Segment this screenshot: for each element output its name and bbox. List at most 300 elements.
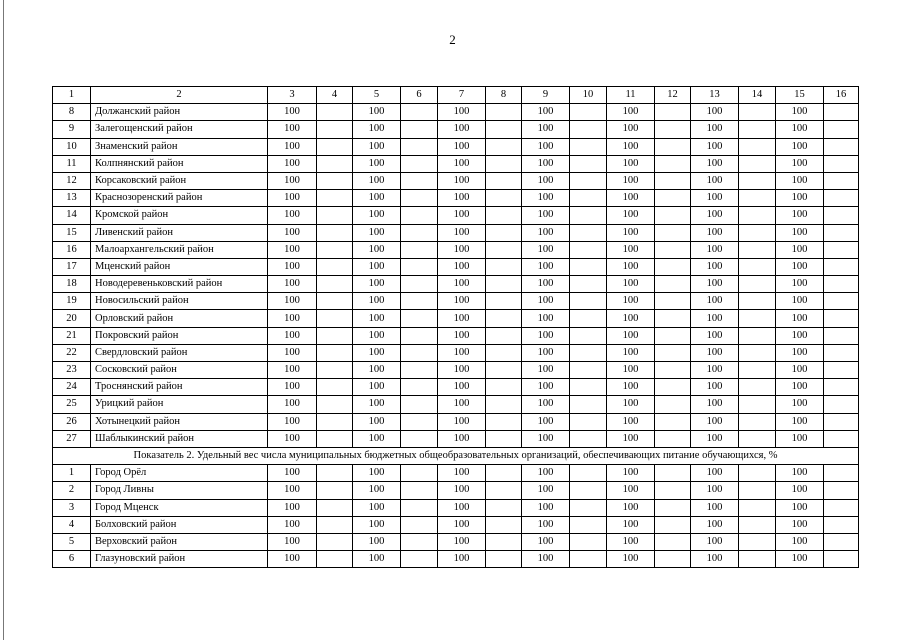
table-row <box>53 344 859 361</box>
value-cell: 100 <box>353 413 401 430</box>
value-cell <box>739 121 776 138</box>
value-cell: 100 <box>776 172 824 189</box>
value-cell: 100 <box>438 172 486 189</box>
value-cell <box>655 499 691 516</box>
value-cell: 100 <box>268 310 317 327</box>
value-cell: 100 <box>268 516 317 533</box>
value-cell <box>739 499 776 516</box>
value-cell: 100 <box>438 327 486 344</box>
value-cell: 100 <box>776 516 824 533</box>
value-cell: 100 <box>607 327 655 344</box>
value-cell <box>739 413 776 430</box>
value-cell <box>655 138 691 155</box>
value-cell <box>570 413 607 430</box>
value-cell: 100 <box>438 499 486 516</box>
table-row <box>53 121 859 138</box>
value-cell: 100 <box>691 258 739 275</box>
value-cell: 100 <box>607 362 655 379</box>
value-cell: 100 <box>522 258 570 275</box>
value-cell <box>401 190 438 207</box>
value-cell <box>317 293 353 310</box>
value-cell: 100 <box>691 551 739 568</box>
value-cell <box>317 465 353 482</box>
value-cell <box>570 499 607 516</box>
value-cell: 100 <box>268 172 317 189</box>
value-cell <box>486 482 522 499</box>
value-cell: 100 <box>776 344 824 361</box>
value-cell: 100 <box>607 516 655 533</box>
value-cell <box>401 172 438 189</box>
value-cell: 100 <box>353 327 401 344</box>
value-cell: 100 <box>268 499 317 516</box>
value-cell <box>317 241 353 258</box>
value-cell: 100 <box>522 310 570 327</box>
value-cell <box>401 155 438 172</box>
value-cell <box>655 190 691 207</box>
value-cell <box>401 241 438 258</box>
value-cell <box>655 344 691 361</box>
column-header: 9 <box>522 87 570 104</box>
district-name: Новосильский район <box>91 293 268 310</box>
row-number: 19 <box>53 293 91 310</box>
value-cell <box>739 482 776 499</box>
value-cell: 100 <box>522 138 570 155</box>
value-cell: 100 <box>607 465 655 482</box>
value-cell: 100 <box>268 396 317 413</box>
value-cell <box>570 207 607 224</box>
district-name: Мценский район <box>91 258 268 275</box>
row-number: 17 <box>53 258 91 275</box>
value-cell: 100 <box>353 241 401 258</box>
value-cell: 100 <box>776 258 824 275</box>
table-row <box>53 293 859 310</box>
value-cell <box>486 551 522 568</box>
value-cell: 100 <box>691 121 739 138</box>
value-cell <box>824 396 859 413</box>
row-number: 23 <box>53 362 91 379</box>
value-cell: 100 <box>353 465 401 482</box>
column-header: 7 <box>438 87 486 104</box>
value-cell <box>570 327 607 344</box>
value-cell: 100 <box>522 276 570 293</box>
value-cell: 100 <box>776 155 824 172</box>
value-cell <box>486 413 522 430</box>
value-cell: 100 <box>353 258 401 275</box>
value-cell <box>570 155 607 172</box>
value-cell <box>824 499 859 516</box>
value-cell: 100 <box>691 207 739 224</box>
value-cell <box>570 224 607 241</box>
value-cell: 100 <box>522 551 570 568</box>
value-cell: 100 <box>776 241 824 258</box>
value-cell <box>739 276 776 293</box>
value-cell: 100 <box>522 396 570 413</box>
district-name: Должанский район <box>91 104 268 121</box>
value-cell: 100 <box>353 533 401 550</box>
value-cell <box>317 551 353 568</box>
value-cell: 100 <box>776 276 824 293</box>
value-cell: 100 <box>776 413 824 430</box>
value-cell <box>739 104 776 121</box>
column-header: 15 <box>776 87 824 104</box>
value-cell <box>317 258 353 275</box>
value-cell: 100 <box>607 310 655 327</box>
district-name: Город Ливны <box>91 482 268 499</box>
value-cell: 100 <box>438 276 486 293</box>
table-row <box>53 258 859 275</box>
value-cell <box>655 155 691 172</box>
table-row <box>53 155 859 172</box>
value-cell <box>486 241 522 258</box>
district-name: Город Орёл <box>91 465 268 482</box>
district-name: Корсаковский район <box>91 172 268 189</box>
value-cell <box>570 379 607 396</box>
value-cell: 100 <box>776 482 824 499</box>
value-cell <box>570 121 607 138</box>
value-cell: 100 <box>268 155 317 172</box>
value-cell: 100 <box>776 104 824 121</box>
value-cell <box>401 258 438 275</box>
value-cell: 100 <box>691 138 739 155</box>
value-cell <box>739 155 776 172</box>
value-cell: 100 <box>438 293 486 310</box>
value-cell <box>486 396 522 413</box>
value-cell <box>824 327 859 344</box>
value-cell: 100 <box>522 413 570 430</box>
value-cell: 100 <box>691 293 739 310</box>
value-cell: 100 <box>522 155 570 172</box>
value-cell: 100 <box>353 293 401 310</box>
value-cell <box>570 465 607 482</box>
value-cell <box>401 310 438 327</box>
column-header: 14 <box>739 87 776 104</box>
value-cell <box>739 207 776 224</box>
value-cell: 100 <box>438 396 486 413</box>
value-cell <box>317 516 353 533</box>
row-number: 11 <box>53 155 91 172</box>
value-cell <box>739 224 776 241</box>
column-header: 6 <box>401 87 438 104</box>
value-cell: 100 <box>522 344 570 361</box>
value-cell: 100 <box>691 344 739 361</box>
column-header: 12 <box>655 87 691 104</box>
value-cell: 100 <box>268 104 317 121</box>
value-cell: 100 <box>268 551 317 568</box>
column-header: 13 <box>691 87 739 104</box>
table-row <box>53 224 859 241</box>
value-cell: 100 <box>353 362 401 379</box>
value-cell <box>570 344 607 361</box>
value-cell <box>317 482 353 499</box>
value-cell: 100 <box>438 155 486 172</box>
value-cell <box>655 121 691 138</box>
value-cell: 100 <box>268 379 317 396</box>
value-cell <box>739 362 776 379</box>
value-cell <box>401 344 438 361</box>
value-cell: 100 <box>353 172 401 189</box>
value-cell <box>486 104 522 121</box>
row-number: 10 <box>53 138 91 155</box>
row-number: 12 <box>53 172 91 189</box>
table-row <box>53 499 859 516</box>
value-cell <box>739 430 776 447</box>
value-cell <box>317 104 353 121</box>
district-name: Троснянский район <box>91 379 268 396</box>
value-cell <box>317 344 353 361</box>
value-cell <box>739 379 776 396</box>
value-cell: 100 <box>268 258 317 275</box>
value-cell: 100 <box>607 293 655 310</box>
value-cell: 100 <box>522 207 570 224</box>
table-row <box>53 362 859 379</box>
value-cell: 100 <box>353 430 401 447</box>
table-row <box>53 172 859 189</box>
value-cell <box>655 224 691 241</box>
value-cell: 100 <box>776 551 824 568</box>
value-cell <box>401 430 438 447</box>
value-cell: 100 <box>607 121 655 138</box>
value-cell <box>486 430 522 447</box>
value-cell <box>824 413 859 430</box>
district-name: Хотынецкий район <box>91 413 268 430</box>
district-name: Ливенский район <box>91 224 268 241</box>
value-cell: 100 <box>438 121 486 138</box>
value-cell: 100 <box>691 172 739 189</box>
page-margin-line <box>3 0 4 640</box>
value-cell <box>486 344 522 361</box>
value-cell <box>401 293 438 310</box>
value-cell <box>655 516 691 533</box>
value-cell: 100 <box>691 413 739 430</box>
value-cell <box>570 258 607 275</box>
value-cell: 100 <box>607 224 655 241</box>
value-cell <box>824 482 859 499</box>
value-cell <box>401 379 438 396</box>
value-cell <box>486 276 522 293</box>
value-cell <box>570 482 607 499</box>
value-cell: 100 <box>691 310 739 327</box>
value-cell: 100 <box>607 430 655 447</box>
district-name: Кромской район <box>91 207 268 224</box>
value-cell <box>486 362 522 379</box>
value-cell: 100 <box>353 155 401 172</box>
value-cell <box>317 276 353 293</box>
row-number: 5 <box>53 533 91 550</box>
value-cell: 100 <box>607 413 655 430</box>
value-cell: 100 <box>776 293 824 310</box>
value-cell <box>739 190 776 207</box>
value-cell <box>570 551 607 568</box>
value-cell: 100 <box>691 379 739 396</box>
value-cell: 100 <box>522 327 570 344</box>
value-cell: 100 <box>776 465 824 482</box>
row-number: 26 <box>53 413 91 430</box>
value-cell <box>317 499 353 516</box>
value-cell <box>739 465 776 482</box>
value-cell: 100 <box>691 430 739 447</box>
value-cell: 100 <box>438 465 486 482</box>
value-cell: 100 <box>691 482 739 499</box>
value-cell <box>824 362 859 379</box>
table-row <box>53 551 859 568</box>
value-cell: 100 <box>438 430 486 447</box>
page-number: 2 <box>449 32 456 47</box>
value-cell <box>655 310 691 327</box>
district-name: Верховский район <box>91 533 268 550</box>
column-header: 11 <box>607 87 655 104</box>
value-cell: 100 <box>607 190 655 207</box>
value-cell: 100 <box>776 138 824 155</box>
value-cell <box>570 310 607 327</box>
column-header: 5 <box>353 87 401 104</box>
district-name: Знаменский район <box>91 138 268 155</box>
value-cell <box>824 276 859 293</box>
district-name: Болховский район <box>91 516 268 533</box>
value-cell <box>655 551 691 568</box>
value-cell: 100 <box>607 344 655 361</box>
value-cell <box>317 327 353 344</box>
value-cell: 100 <box>438 310 486 327</box>
value-cell <box>401 516 438 533</box>
value-cell: 100 <box>776 327 824 344</box>
district-name: Шаблыкинский район <box>91 430 268 447</box>
value-cell: 100 <box>691 465 739 482</box>
row-number: 9 <box>53 121 91 138</box>
table-row <box>53 533 859 550</box>
value-cell <box>655 533 691 550</box>
value-cell: 100 <box>607 172 655 189</box>
value-cell: 100 <box>776 396 824 413</box>
value-cell: 100 <box>353 379 401 396</box>
district-name: Урицкий район <box>91 396 268 413</box>
value-cell <box>824 241 859 258</box>
value-cell: 100 <box>607 276 655 293</box>
value-cell: 100 <box>522 362 570 379</box>
value-cell: 100 <box>438 533 486 550</box>
value-cell: 100 <box>438 241 486 258</box>
value-cell <box>739 310 776 327</box>
value-cell <box>824 155 859 172</box>
value-cell <box>401 465 438 482</box>
row-number: 4 <box>53 516 91 533</box>
table-row <box>53 413 859 430</box>
value-cell <box>570 172 607 189</box>
table-row <box>53 241 859 258</box>
value-cell <box>739 551 776 568</box>
column-header: 2 <box>91 87 268 104</box>
value-cell <box>401 207 438 224</box>
section-title: Показатель 2. Удельный вес числа муниципальных бюджетных общеобразовательных организаций, обеспечивающих питание обучающихся, % <box>53 447 859 464</box>
value-cell <box>486 293 522 310</box>
row-number: 20 <box>53 310 91 327</box>
value-cell <box>317 190 353 207</box>
value-cell: 100 <box>522 465 570 482</box>
value-cell <box>317 533 353 550</box>
value-cell <box>824 207 859 224</box>
value-cell <box>655 327 691 344</box>
value-cell <box>317 413 353 430</box>
value-cell <box>655 241 691 258</box>
value-cell: 100 <box>268 207 317 224</box>
value-cell <box>570 430 607 447</box>
column-header: 3 <box>268 87 317 104</box>
value-cell <box>655 430 691 447</box>
value-cell <box>570 241 607 258</box>
value-cell: 100 <box>522 533 570 550</box>
value-cell: 100 <box>691 533 739 550</box>
value-cell: 100 <box>438 258 486 275</box>
value-cell <box>739 138 776 155</box>
value-cell <box>401 276 438 293</box>
value-cell: 100 <box>438 190 486 207</box>
value-cell: 100 <box>691 155 739 172</box>
value-cell: 100 <box>522 293 570 310</box>
value-cell: 100 <box>522 104 570 121</box>
value-cell: 100 <box>691 104 739 121</box>
value-cell: 100 <box>522 224 570 241</box>
value-cell <box>739 293 776 310</box>
value-cell <box>317 207 353 224</box>
value-cell: 100 <box>438 207 486 224</box>
value-cell <box>655 396 691 413</box>
column-header: 1 <box>53 87 91 104</box>
value-cell <box>401 533 438 550</box>
row-number: 14 <box>53 207 91 224</box>
row-number: 13 <box>53 190 91 207</box>
row-number: 18 <box>53 276 91 293</box>
value-cell <box>486 465 522 482</box>
value-cell: 100 <box>607 499 655 516</box>
value-cell: 100 <box>691 499 739 516</box>
value-cell: 100 <box>607 207 655 224</box>
value-cell <box>655 465 691 482</box>
value-cell: 100 <box>607 533 655 550</box>
value-cell: 100 <box>691 396 739 413</box>
value-cell <box>401 482 438 499</box>
value-cell <box>401 362 438 379</box>
value-cell: 100 <box>522 121 570 138</box>
value-cell <box>570 293 607 310</box>
value-cell <box>486 155 522 172</box>
value-cell <box>486 499 522 516</box>
value-cell: 100 <box>268 293 317 310</box>
value-cell <box>824 258 859 275</box>
value-cell: 100 <box>776 310 824 327</box>
value-cell <box>401 499 438 516</box>
value-cell <box>486 138 522 155</box>
value-cell <box>739 344 776 361</box>
row-number: 24 <box>53 379 91 396</box>
value-cell: 100 <box>522 190 570 207</box>
data-table <box>52 86 859 568</box>
value-cell <box>317 138 353 155</box>
value-cell: 100 <box>776 362 824 379</box>
row-number: 22 <box>53 344 91 361</box>
district-name: Город Мценск <box>91 499 268 516</box>
value-cell: 100 <box>353 104 401 121</box>
value-cell <box>739 516 776 533</box>
value-cell: 100 <box>607 258 655 275</box>
value-cell: 100 <box>607 138 655 155</box>
value-cell: 100 <box>268 413 317 430</box>
value-cell <box>317 362 353 379</box>
value-cell: 100 <box>776 207 824 224</box>
value-cell <box>317 121 353 138</box>
district-name: Орловский район <box>91 310 268 327</box>
value-cell: 100 <box>607 155 655 172</box>
value-cell: 100 <box>438 138 486 155</box>
value-cell <box>655 379 691 396</box>
